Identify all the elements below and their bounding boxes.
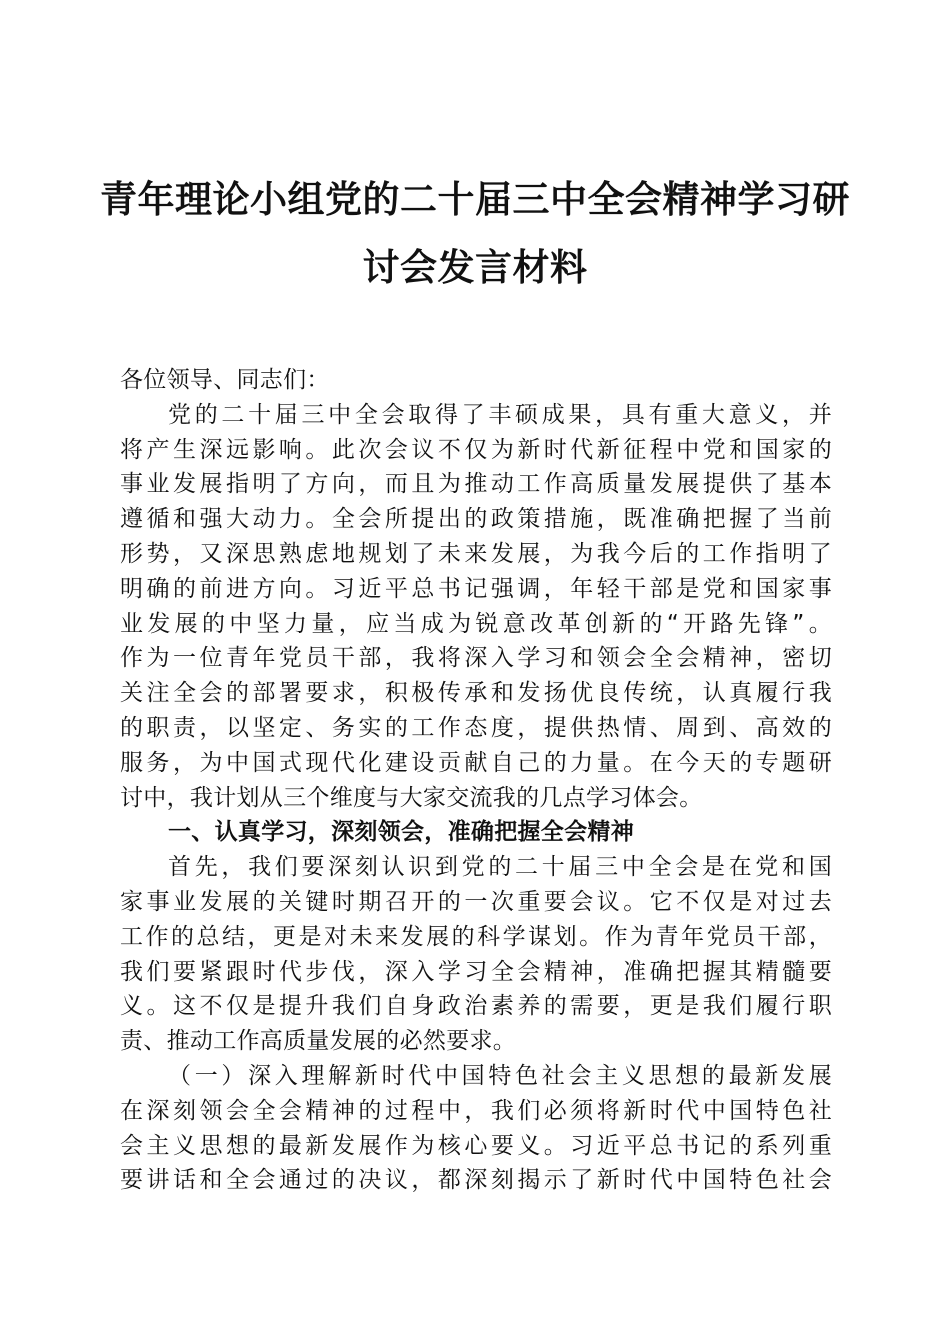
- document-body: [120, 363, 832, 1198]
- paragraph-line: 明确的前进方向。习近平总书记强调，年轻干部是党和国家事: [120, 575, 832, 602]
- paragraph-line: 责、推动工作高质量发展的必然要求。: [120, 1028, 517, 1055]
- paragraph-line: 讨中，我计划从三个维度与大家交流我的几点学习体会。: [120, 784, 703, 811]
- paragraph-line: 首先，我们要深刻认识到党的二十届三中全会是在党和国: [168, 854, 832, 881]
- paragraph-subsection-1: [120, 1094, 832, 1198]
- paragraph-line: 关注全会的部署要求，积极传承和发扬优良传统，认真履行我: [120, 680, 832, 707]
- paragraph-line: 在深刻领会全会精神的过程中，我们必须将新时代中国特色社: [120, 1097, 832, 1124]
- title-line: 青年理论小组党的二十届三中全会精神学习研: [100, 177, 850, 221]
- paragraph-line: 事业发展指明了方向，而且为推动工作高质量发展提供了基本: [120, 471, 832, 498]
- paragraph-line: 工作的总结，更是对未来发展的科学谋划。作为青年党员干部，: [120, 923, 832, 950]
- paragraph-line: 家事业发展的关键时期召开的一次重要会议。它不仅是对过去: [120, 888, 832, 915]
- paragraph-line: 业发展的中坚力量，应当成为锐意改革创新的“开路先锋”。: [120, 610, 832, 637]
- title-line: 讨会发言材料: [362, 245, 588, 289]
- paragraph-line: 义。这不仅是提升我们自身政治素养的需要，更是我们履行职: [120, 993, 832, 1020]
- paragraph-line: 要讲话和全会通过的决议，都深刻揭示了新时代中国特色社会: [120, 1167, 832, 1194]
- paragraph-line: 我们要紧跟时代步伐，深入学习全会精神，准确把握其精髓要: [120, 958, 832, 985]
- paragraph-line: 的职责，以坚定、务实的工作态度，提供热情、周到、高效的: [120, 714, 832, 741]
- paragraph-intro: [120, 398, 832, 816]
- paragraph-line: 会主义思想的最新发展作为核心要义。习近平总书记的系列重: [120, 1132, 832, 1159]
- section-heading: 一、认真学习，深刻领会，准确把握全会精神: [168, 819, 634, 846]
- paragraph-section-1: [120, 850, 832, 1059]
- paragraph-line: 形势，又深思熟虑地规划了未来发展，为我今后的工作指明了: [120, 540, 832, 567]
- document-title: [100, 165, 850, 301]
- subsection-heading: （一）深入理解新时代中国特色社会主义思想的最新发展: [168, 1062, 832, 1089]
- salutation: 各位领导、同志们：: [120, 367, 330, 393]
- paragraph-line: 党的二十届三中全会取得了丰硕成果，具有重大意义，并: [168, 401, 832, 428]
- paragraph-line: 服务，为中国式现代化建设贡献自己的力量。在今天的专题研: [120, 749, 832, 776]
- paragraph-line: 遵循和强大动力。全会所提出的政策措施，既准确把握了当前: [120, 506, 832, 533]
- paragraph-line: 将产生深远影响。此次会议不仅为新时代新征程中党和国家的: [120, 436, 832, 463]
- paragraph-line: 作为一位青年党员干部，我将深入学习和领会全会精神，密切: [120, 645, 832, 672]
